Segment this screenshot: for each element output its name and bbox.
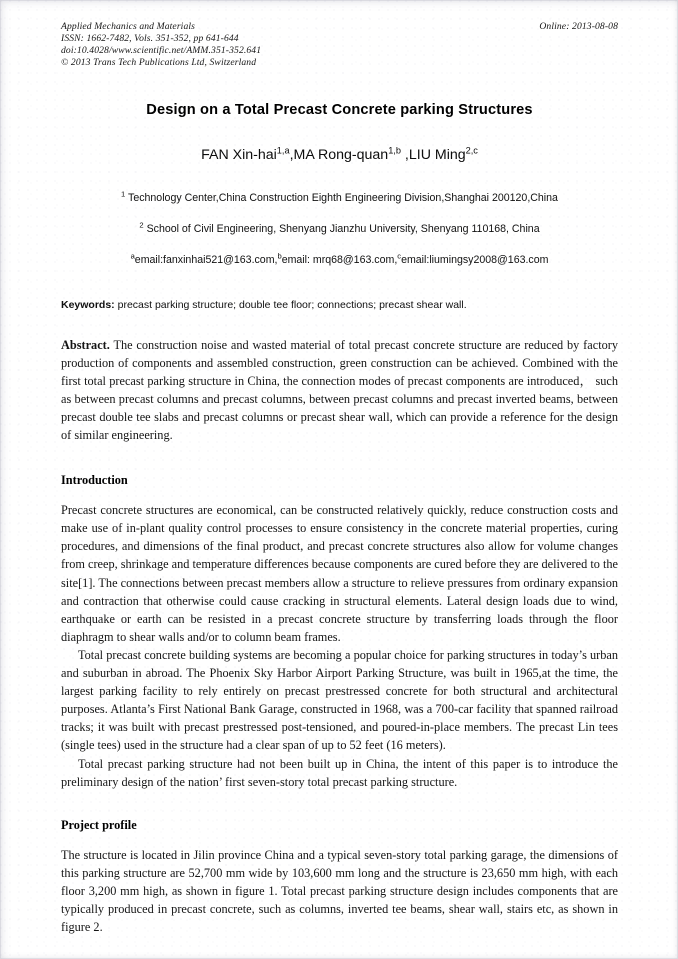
journal-name: Applied Mechanics and Materials <box>61 21 196 32</box>
introduction-paragraph-3: Total precast parking structure had not been built up in China, the intent of this paper is to introduce the preliminary design of the nation’ first seven-story total precast parking structure. <box>61 756 618 789</box>
keywords-text: precast parking structure; double tee floor; connections; precast shear wall. <box>114 298 467 311</box>
email-marker-b: b <box>277 251 282 261</box>
email-address-b: email: mrq68@163.com, <box>281 253 398 266</box>
page-content-column <box>61 0 618 936</box>
email-address-a: email:fanxinhai521@163.com, <box>134 253 278 266</box>
author-affil-marker-1: 1,a <box>276 144 290 155</box>
project-profile-paragraph-1: The structure is located in Jilin province China and a typical seven-story total parking garage, the dimensions of this parking structure are 52,700 mm wide by 103,600 mm long and the structure is 23,650 mm high, with each floor 3,200 mm high, as shown in figure 1. Total precast parking structure design includes components that are typically produced in precast concrete, such as columns, inverted tee beams, shear wall, stairs etc, as shown in figure 2. <box>61 847 618 935</box>
journal-header <box>61 21 618 69</box>
email-marker-c: c <box>397 251 402 261</box>
author-name-2: MA Rong-quan <box>293 146 389 163</box>
journal-copyright: © 2013 Trans Tech Publications Ltd, Switzerland <box>61 56 257 68</box>
author-name-1: FAN Xin-hai <box>201 146 277 163</box>
paper-title: Design on a Total Precast Concrete parking Structures <box>146 101 533 118</box>
section-heading-introduction: Introduction <box>61 473 128 488</box>
email-address-c: email:liumingsy2008@163.com <box>401 253 549 266</box>
affiliation-1 <box>61 165 618 205</box>
keywords-label: Keywords: <box>61 298 115 311</box>
author-emails <box>61 236 618 267</box>
abstract-paragraph <box>61 312 618 445</box>
abstract-text: The construction noise and wasted material of total precast concrete structure are reduced by factory production of components and assembled construction, green construction can be achieved. Combined with the first total precast parking structure in China, the connection modes of precast components are introduced， such as between precast columns and precast columns, between precast columns and precast inverted beams, between precast double tee slabs and precast columns or precast shear wall, which can provide a reference for the design of similar engineering. <box>61 337 618 443</box>
affiliation-text-1: Technology Center,China Construction Eighth Engineering Division,Shanghai 200120,China <box>125 191 558 204</box>
email-marker-a: a <box>130 251 135 261</box>
section-heading-project-profile: Project profile <box>61 817 137 832</box>
author-separator-2: , <box>400 146 409 163</box>
author-separator-1: , <box>289 146 294 163</box>
keywords-line <box>61 267 618 312</box>
author-affil-marker-3: 2,c <box>465 144 478 155</box>
journal-doi: doi:10.4028/www.scientific.net/AMM.351-352.641 <box>61 44 262 56</box>
affiliation-marker-1: 1 <box>121 189 126 199</box>
introduction-paragraph-2: Total precast concrete building systems are becoming a popular choice for parking structures in today’s urban and suburban in abroad. The Phoenix Sky Harbor Airport Parking Structure, was built in 1965,at the time, the largest parking facility to rely entirely on precast prestressed concrete for both structural and architectural purposes. Atlanta’s First National Bank Garage, constructed in 1968, was a 700-car facility that spanned railroad tracks; it was built with precast prestressed post-tensioned, and poured-in-place members. The precast Lin tees (single tees) used in the structure had a clear span of up to 52 feet (16 meters). <box>61 647 618 753</box>
online-date: Online: 2013-08-08 <box>539 21 618 32</box>
affiliation-2 <box>61 205 618 236</box>
author-affil-marker-2: 1,b <box>388 144 401 155</box>
abstract-label: Abstract. <box>61 337 110 352</box>
affiliation-text-2: School of Civil Engineering, Shenyang Jianzhu University, Shenyang 110168, China <box>143 222 540 235</box>
affiliation-marker-2: 2 <box>139 220 144 230</box>
author-name-3: LIU Ming <box>408 146 466 163</box>
journal-issn-volume: ISSN: 1662-7482, Vols. 351-352, pp 641-644 <box>61 32 239 44</box>
author-list <box>61 120 618 165</box>
introduction-paragraph-1: Precast concrete structures are economical, can be constructed relatively quickly, reduce construction costs and make use of in-plant quality control processes to ensure consistency in the concrete material properties, curing procedures, and dimensions of the final product, and precast concrete structures also allow for volume changes from creep, shrinkage and temperature differences because components are cured before they are delivered to the site[1]. The connections between precast members allow a structure to relieve pressures from ordinary expansion and contraction that otherwise could cause cracking in structural elements. Lateral design loads due to wind, earthquake or earth can be resisted in a precast concrete structure by transferring loads through the floor diaphragm to shear walls and/or to column beam frames. <box>61 503 618 644</box>
